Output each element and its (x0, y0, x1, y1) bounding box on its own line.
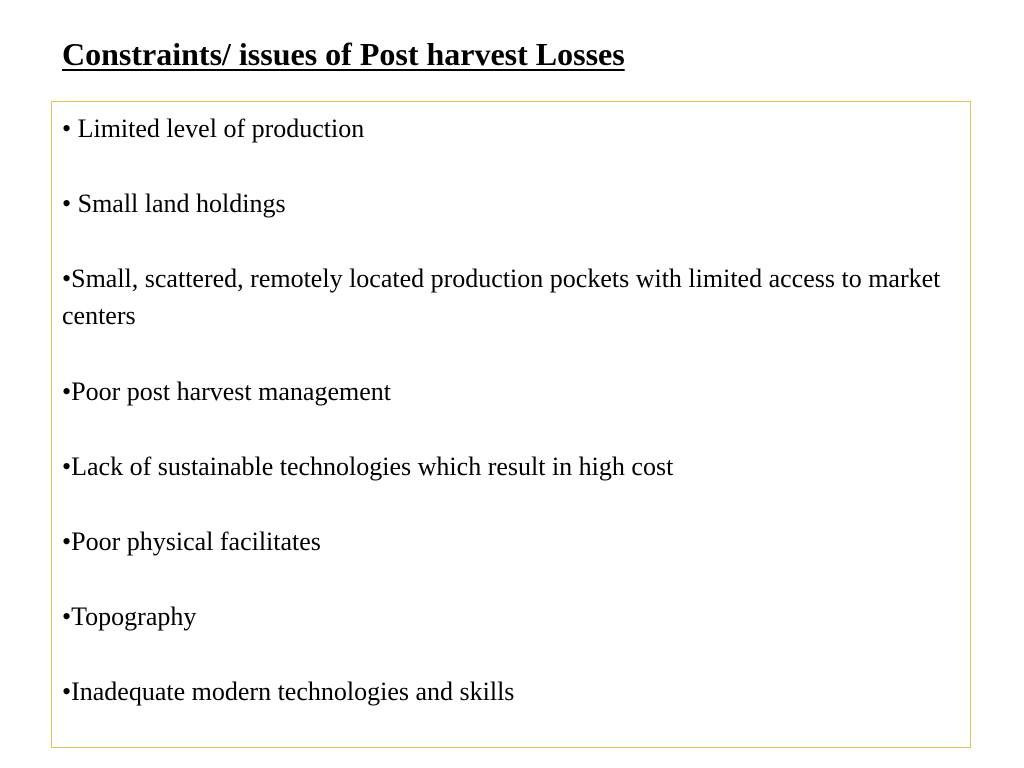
bullet-item-small-land-holdings: • Small land holdings (62, 189, 286, 218)
content-box (51, 101, 971, 748)
bullet-item-poor-facilities: •Poor physical facilitates (62, 527, 321, 556)
bullet-item-poor-management: •Poor post harvest management (62, 377, 391, 406)
bullet-item-limited-production: • Limited level of production (62, 114, 365, 143)
bullet-item-lack-technologies: •Lack of sustainable technologies which result in high cost (62, 452, 674, 481)
slide-title: Constraints/ issues of Post harvest Losses (62, 36, 625, 72)
bullet-item-topography: •Topography (62, 602, 197, 631)
bullet-item-inadequate-technologies: •Inadequate modern technologies and skills (62, 677, 515, 706)
bullet-item-scattered-pockets: •Small, scattered, remotely located production pockets with limited access to market centers (62, 264, 941, 330)
